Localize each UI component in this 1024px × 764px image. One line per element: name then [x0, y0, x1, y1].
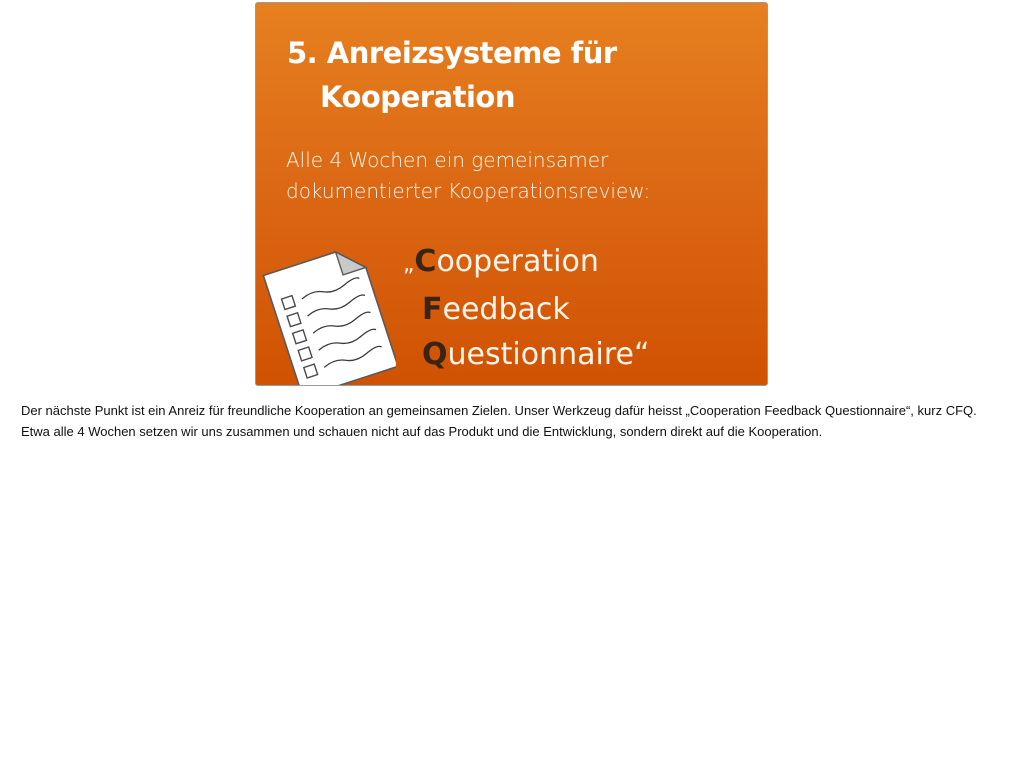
cfq-initial-c: C	[414, 244, 437, 279]
cfq-initial-f: F	[422, 292, 443, 327]
cfq-acronym	[403, 239, 650, 377]
cfq-close-quote: “	[633, 337, 650, 372]
cfq-line-cooperation	[403, 239, 650, 287]
slide-subtitle-line2: dokumentierter Kooperationsreview:	[286, 179, 651, 203]
slide-subtitle-line1: Alle 4 Wochen ein gemeinsamer	[286, 148, 609, 172]
cfq-open-quote: „	[403, 252, 415, 277]
cfq-rest-feedback: eedback	[442, 292, 570, 327]
speaker-notes-line1: Der nächste Punkt ist ein Anreiz für freundliche Kooperation an gemeinsamen Zielen. Unser Werkzeug dafür heisst „Cooperation Feedback Questionnaire“, kurz CFQ.	[21, 403, 977, 418]
cfq-rest-questionnaire: uestionnaire	[447, 337, 634, 372]
checklist-document-icon	[256, 228, 396, 386]
slide-subtitle	[286, 145, 756, 207]
speaker-notes	[21, 400, 1006, 442]
slide-title-line2: Kooperation	[320, 80, 515, 114]
cfq-rest-cooperation: ooperation	[436, 244, 599, 279]
cfq-line-feedback	[403, 287, 650, 332]
slide-title-line1: 5. Anreizsysteme für	[287, 36, 617, 70]
slide-title	[287, 31, 617, 119]
cfq-initial-q: Q	[422, 337, 448, 372]
cfq-line-questionnaire	[403, 332, 650, 377]
speaker-notes-line2: Etwa alle 4 Wochen setzen wir uns zusammen und schauen nicht auf das Produkt und die Entwicklung, sondern direkt auf die Kooperation.	[21, 424, 823, 439]
slide-thumbnail[interactable]	[255, 2, 768, 386]
